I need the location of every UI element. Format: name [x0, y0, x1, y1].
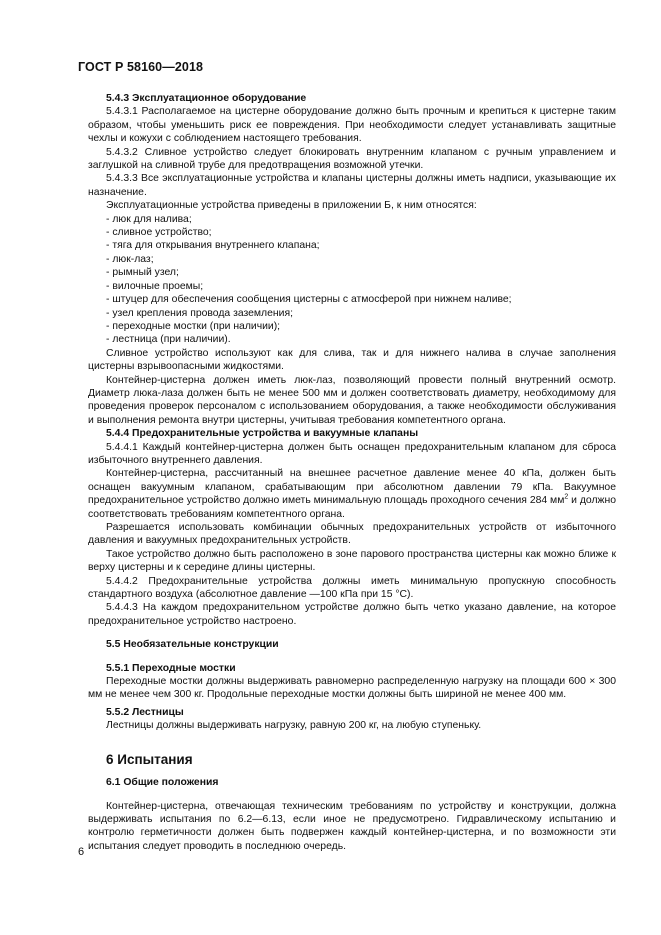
standard-header: ГОСТ Р 58160—2018: [78, 60, 204, 74]
paragraph-5-4-4-1: 5.4.4.1 Каждый контейнер-цистерна должен быть оснащен предохранительным клапаном для сброса избыточного внутреннего давления.: [88, 441, 616, 466]
list-item: - люк-лаз;: [106, 253, 154, 265]
list-item: - сливное устройство;: [106, 227, 212, 239]
list-item: - штуцер для обеспечения сообщения цистерны с атмосферой при нижнем наливе;: [106, 294, 512, 306]
paragraph-6-1: Контейнер-цистерна, отвечающая техническим требованиям по устройству и конструкции, должна выдерживать испытания по 6.2—6.13, если иное не предусмотрено. Гидравлическому испытанию и контролю герметичности должен быть подвержен каждый контейнер-цистерна, и по возможности эти испытания следует проводить в последнюю очередь.: [88, 800, 616, 852]
paragraph-device-location: Такое устройство должно быть расположено в зоне парового пространства цистерны как можно ближе к верху цистерны и к середине длины цистерны.: [88, 548, 616, 574]
paragraph-equipment-intro: Эксплуатационные устройства приведены в приложении Б, к ним относятся:: [106, 200, 477, 212]
section-5-5-1-title: 5.5.1 Переходные мостки: [106, 662, 236, 674]
paragraph-5-4-3-2: 5.4.3.2 Сливное устройство следует блокировать внутренним клапаном с ручным управлением и заглушкой на сливной трубе для предотвращения возможной утечки.: [88, 146, 616, 172]
list-item: - узел крепления провода заземления;: [106, 307, 293, 319]
page-number: 6: [78, 846, 85, 858]
paragraph-drain-device: Сливное устройство используют как для слива, так и для нижнего налива в случае заполнения цистерны взрывоопасными жидкостями.: [88, 347, 616, 373]
list-item: - вилочные проемы;: [106, 280, 204, 292]
paragraph-5-5-1: Переходные мостки должны выдерживать равномерно распределенную нагрузку на площади 600 × 300 мм не менее чем 300 кг. Продольные переходные мостки должны быть шириной не менее 400 мм.: [88, 676, 616, 701]
list-item: - переходные мостки (при наличии);: [106, 320, 281, 332]
section-5-4-4-title: 5.4.4 Предохранительные устройства и вакуумные клапаны: [106, 428, 419, 440]
section-6-1-title: 6.1 Общие положения: [106, 777, 219, 789]
section-5-4-3-title: 5.4.3 Эксплуатационное оборудование: [106, 93, 307, 104]
paragraph-combinations: Разрешается использовать комбинации обычных предохранительных устройств от избыточного давления и вакуумных предохранительных устройств.: [88, 522, 616, 547]
superscript: 2: [564, 493, 569, 501]
paragraph-vacuum-valve: [88, 467, 616, 521]
equipment-list: [88, 213, 616, 347]
list-item: - лестница (при наличии).: [106, 334, 231, 346]
paragraph-5-4-3-1: 5.4.3.1 Располагаемое на цистерне оборудование должно быть прочным и крепиться к цистерне таким образом, чтобы уменьшить риск ее повреждения. При необходимости следует устанавливать защитные чехлы и кожухи с соблюдением настоящего требования.: [88, 106, 616, 145]
section-6-title: 6 Испытания: [106, 751, 193, 767]
paragraph-5-4-3-3: 5.4.3.3 Все эксплуатационные устройства и клапаны цистерны должны иметь надписи, указывающие их назначение.: [88, 173, 616, 198]
paragraph-manhole: Контейнер-цистерна должен иметь люк-лаз, позволяющий провести полный внутренний осмотр. Диаметр люка-лаза должен быть не менее 500 мм и должен соответствовать диаметру, необходимому для проведения проверок персоналом с использованием оборудования, а также необходимости обслуживания и выполнения ремонта внутри цистерны, учитывая требования компетентного органа.: [88, 374, 616, 426]
list-item: - тяга для открывания внутреннего клапана;: [106, 240, 320, 252]
paragraph-5-4-4-2: 5.4.4.2 Предохранительные устройства должны иметь минимальную пропускную способность стандартного воздуха (абсолютное давление —100 кПа при 15 °С).: [88, 575, 616, 601]
paragraph-5-4-4-3: 5.4.4.3 На каждом предохранительном устройстве должно быть четко указано давление, на которое предохранительное устройство настроено.: [88, 602, 616, 627]
vacuum-text-a: Контейнер-цистерна, рассчитанный на внешнее расчетное давление менее 40 кПа, должен быть оснащен вакуумным клапаном, срабатывающим при абсолютном давлении 79 кПа. Вакуумное предохранительное устройство должно иметь минимальную площадь проходного сечения 284 мм: [88, 468, 616, 507]
section-5-5-title: 5.5 Необязательные конструкции: [106, 639, 279, 651]
list-item: - люк для налива;: [106, 213, 192, 225]
section-5-5-2-title: 5.5.2 Лестницы: [106, 706, 184, 718]
paragraph-5-5-2: Лестницы должны выдерживать нагрузку, равную 200 кг, на любую ступеньку.: [106, 720, 482, 732]
list-item: - рымный узел;: [106, 267, 179, 279]
page-content: [88, 92, 616, 853]
vacuum-text-b: и должно соответствовать требованиям компетентного органа.: [88, 495, 616, 520]
